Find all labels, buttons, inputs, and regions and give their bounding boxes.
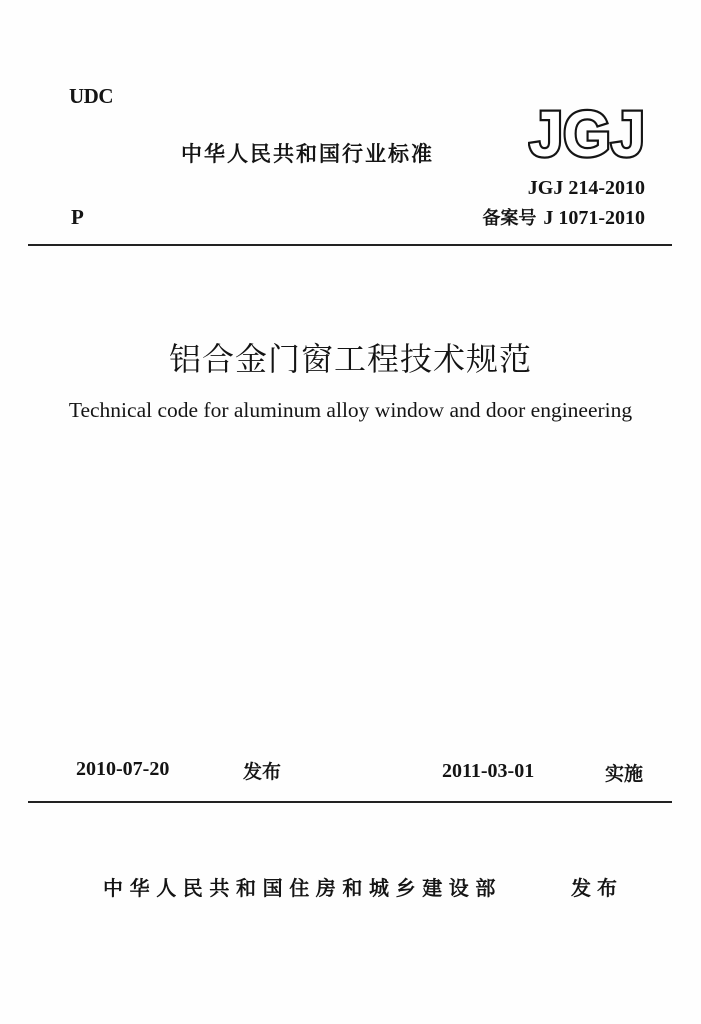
bottom-divider xyxy=(28,801,672,803)
classification-label: P xyxy=(71,205,84,229)
publisher-name: 中华人民共和国住房和城乡建设部 xyxy=(103,876,502,900)
filing-number: J 1071-2010 xyxy=(543,207,645,229)
jgj-logo-text: JGJ xyxy=(529,98,645,162)
standard-code: JGJ 214-2010 xyxy=(527,177,645,199)
document-title-chinese: 铝合金门窗工程技术规范 xyxy=(168,340,532,378)
filing-label: 备案号 xyxy=(482,208,537,229)
jgj-logo xyxy=(528,98,646,162)
implementation-label: 实施 xyxy=(605,763,644,785)
issue-date: 2010-07-20 xyxy=(76,758,170,780)
top-divider xyxy=(28,244,672,246)
standard-category: 中华人民共和国行业标准 xyxy=(181,142,434,166)
implementation-date: 2011-03-01 xyxy=(442,760,535,782)
udc-label: UDC xyxy=(69,84,113,108)
publisher-label: 发布 xyxy=(571,876,623,900)
issue-label: 发布 xyxy=(243,761,282,783)
document-title-english: Technical code for aluminum alloy window and door engineering xyxy=(68,398,633,422)
filing-number-line xyxy=(482,204,645,230)
